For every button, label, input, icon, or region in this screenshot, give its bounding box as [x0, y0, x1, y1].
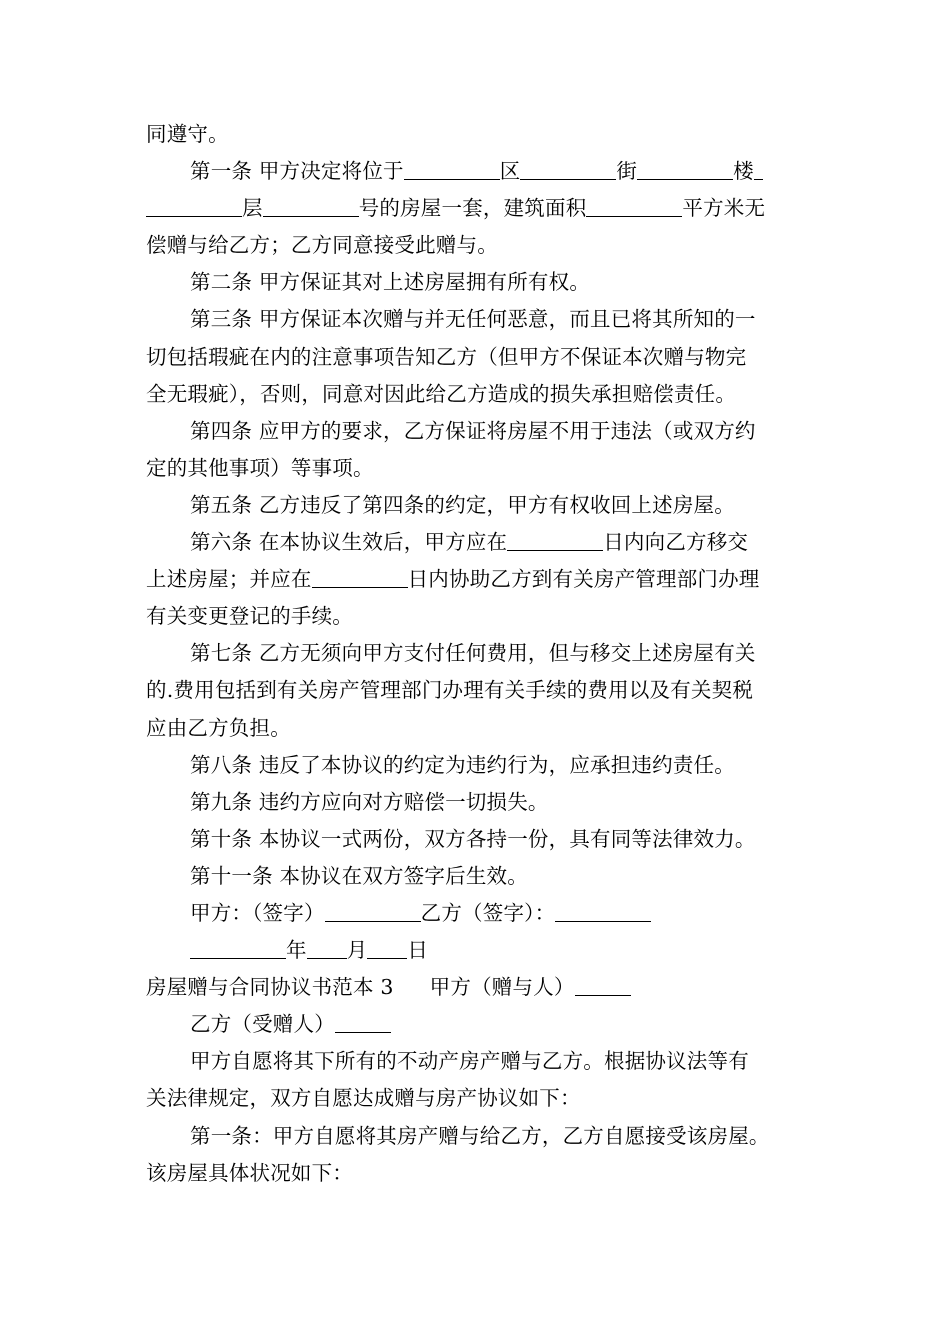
text-line: 同遵守。 [146, 122, 229, 146]
text-line: 偿赠与给乙方；乙方同意接受此赠与。 [146, 233, 498, 258]
article-6: 第六条 在本协议生效后，甲方应在 日内向乙方移交 [190, 530, 749, 555]
blank-month[interactable] [307, 938, 347, 959]
blank-district[interactable] [404, 159, 500, 180]
blank-floor-start[interactable] [754, 159, 763, 180]
article-8: 第八条 违反了本协议的约定为违约行为，应承担违约责任。 [190, 752, 735, 777]
article-1: 第一条 甲方决定将位于 区 街 楼 [146, 153, 806, 190]
article-5: 第五条 乙方违反了第四条的约定，甲方有权收回上述房屋。 [190, 492, 735, 517]
text-line: 有关变更登记的手续。 [146, 604, 353, 629]
signature-line: 甲方：（签字） 乙方（签字）： [146, 895, 806, 932]
article-4: 第四条 应甲方的要求，乙方保证将房屋不用于违法（或双方约 [190, 418, 756, 443]
text-line: 应由乙方负担。 [146, 715, 291, 740]
paragraph-intro: 甲方自愿将其下所有的不动产房产赠与乙方。根据协议法等有 [190, 1049, 749, 1074]
text-line: 的.费用包括到有关房产管理部门办理有关手续的费用以及有关契税 [146, 678, 754, 703]
section-title-line: 房屋赠与合同协议书范本 3 甲方（赠与人） [146, 969, 806, 1006]
article-1-b: 第一条：甲方自愿将其房产赠与给乙方，乙方自愿接受该房屋。 [190, 1123, 770, 1148]
article-9: 第九条 违约方应向对方赔偿一切损失。 [190, 789, 549, 814]
text-line: 切包括瑕疵在内的注意事项告知乙方（但甲方不保证本次赠与物完 [146, 344, 747, 369]
blank-number[interactable] [263, 196, 359, 217]
blank-street[interactable] [520, 159, 616, 180]
text-line: 层 号的房屋一套，建筑面积 平方米无 [146, 190, 806, 227]
blank-handover-days[interactable] [507, 530, 603, 551]
article-10: 第十条 本协议一式两份，双方各持一份，具有同等法律效力。 [190, 826, 756, 851]
article-11: 第十一条 本协议在双方签字后生效。 [190, 863, 528, 888]
blank-area[interactable] [586, 196, 682, 217]
blank-donor[interactable] [575, 975, 631, 996]
text-line: 该房屋具体状况如下： [146, 1160, 353, 1185]
document-page [146, 116, 806, 1192]
article-3: 第三条 甲方保证本次赠与并无任何恶意，而且已将其所知的一 [190, 307, 756, 332]
blank-party-a-signature[interactable] [325, 901, 421, 922]
section-title: 房屋赠与合同协议书范本 3 [146, 975, 394, 1000]
text-line: 全无瑕疵），否则，同意对因此给乙方造成的损失承担赔偿责任。 [146, 381, 737, 406]
text-line: 关法律规定，双方自愿达成赠与房产协议如下： [146, 1086, 581, 1111]
blank-day[interactable] [367, 938, 407, 959]
text-line: 上述房屋；并应在 日内协助乙方到有关房产管理部门办理 [146, 567, 760, 592]
blank-floor[interactable] [146, 196, 242, 217]
blank-donee[interactable] [335, 1012, 391, 1033]
text-line: 乙方（受赠人） [146, 1006, 806, 1043]
blank-year[interactable] [190, 938, 286, 959]
article-7: 第七条 乙方无须向甲方支付任何费用，但与移交上述房屋有关 [190, 641, 756, 666]
text-line: 定的其他事项）等事项。 [146, 455, 374, 480]
date-line: 年 月 日 [146, 932, 806, 969]
blank-building[interactable] [637, 159, 733, 180]
blank-party-b-signature[interactable] [555, 901, 651, 922]
article-2: 第二条 甲方保证其对上述房屋拥有所有权。 [190, 270, 591, 295]
blank-registration-days[interactable] [312, 567, 408, 588]
